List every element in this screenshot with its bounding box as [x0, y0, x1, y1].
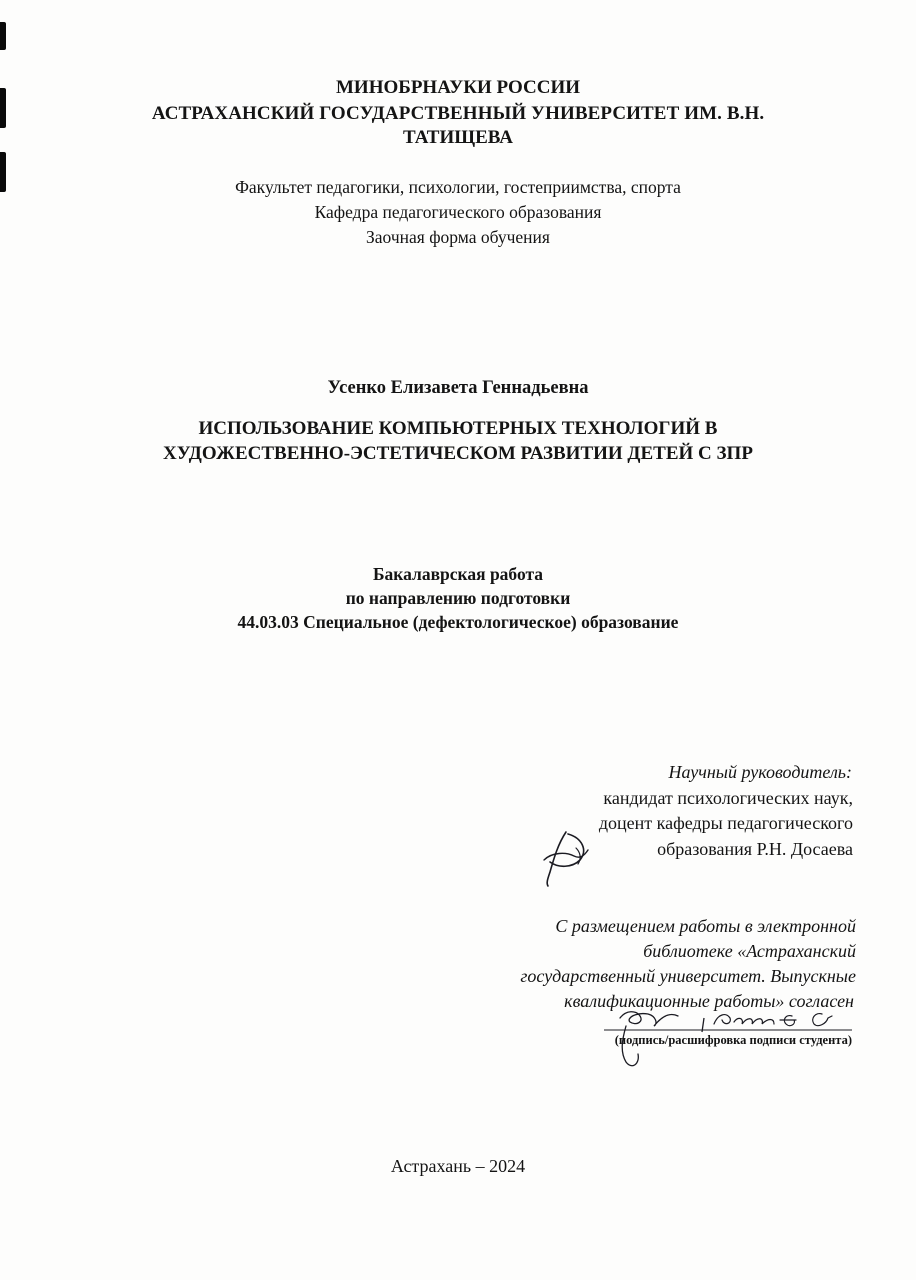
- placement-consent-line-2: библиотеке «Астраханский: [643, 941, 856, 961]
- placement-consent-line-4: квалификационные работы» согласен: [564, 991, 854, 1011]
- faculty-name: Факультет педагогики, психологии, гостеприимства, спорта: [235, 177, 681, 197]
- placement-consent-line-1: С размещением работы в электронной: [555, 916, 856, 936]
- thesis-title-line-1: ИСПОЛЬЗОВАНИЕ КОМПЬЮТЕРНЫХ ТЕХНОЛОГИЙ В: [198, 418, 718, 439]
- work-type: Бакалаврская работа: [372, 564, 544, 584]
- city-year: Астрахань – 2024: [390, 1156, 526, 1176]
- placement-consent-line-3: государственный университет. Выпускные: [520, 966, 856, 986]
- ministry-name: МИНОБРНАУКИ РОССИИ: [335, 77, 581, 98]
- university-name-line-2: ТАТИЩЕВА: [403, 127, 513, 148]
- university-name-line-1: АСТРАХАНСКИЙ ГОСУДАРСТВЕННЫЙ УНИВЕРСИТЕТ ИМ. В.Н.: [151, 103, 765, 124]
- thesis-title-line-2: ХУДОЖЕСТВЕННО-ЭСТЕТИЧЕСКОМ РАЗВИТИИ ДЕТЕЙ С ЗПР: [163, 443, 753, 464]
- binding-mark: [0, 22, 6, 50]
- supervisor-heading: Научный руководитель:: [668, 762, 852, 782]
- supervisor-degree: кандидат психологических наук,: [603, 788, 853, 808]
- signature-caption: (подпись/расшифровка подписи студента): [614, 1033, 852, 1047]
- supervisor-name: образования Р.Н. Досаева: [657, 839, 853, 859]
- department-name: Кафедра педагогического образования: [314, 202, 602, 222]
- supervisor-position: доцент кафедры педагогического: [598, 813, 853, 833]
- direction-name: 44.03.03 Специальное (дефектологическое) образование: [237, 612, 679, 632]
- direction-label: по направлению подготовки: [345, 588, 571, 608]
- author-name: Усенко Елизавета Геннадьевна: [327, 378, 589, 398]
- study-form: Заочная форма обучения: [366, 227, 550, 247]
- supervisor-signature: [536, 826, 606, 888]
